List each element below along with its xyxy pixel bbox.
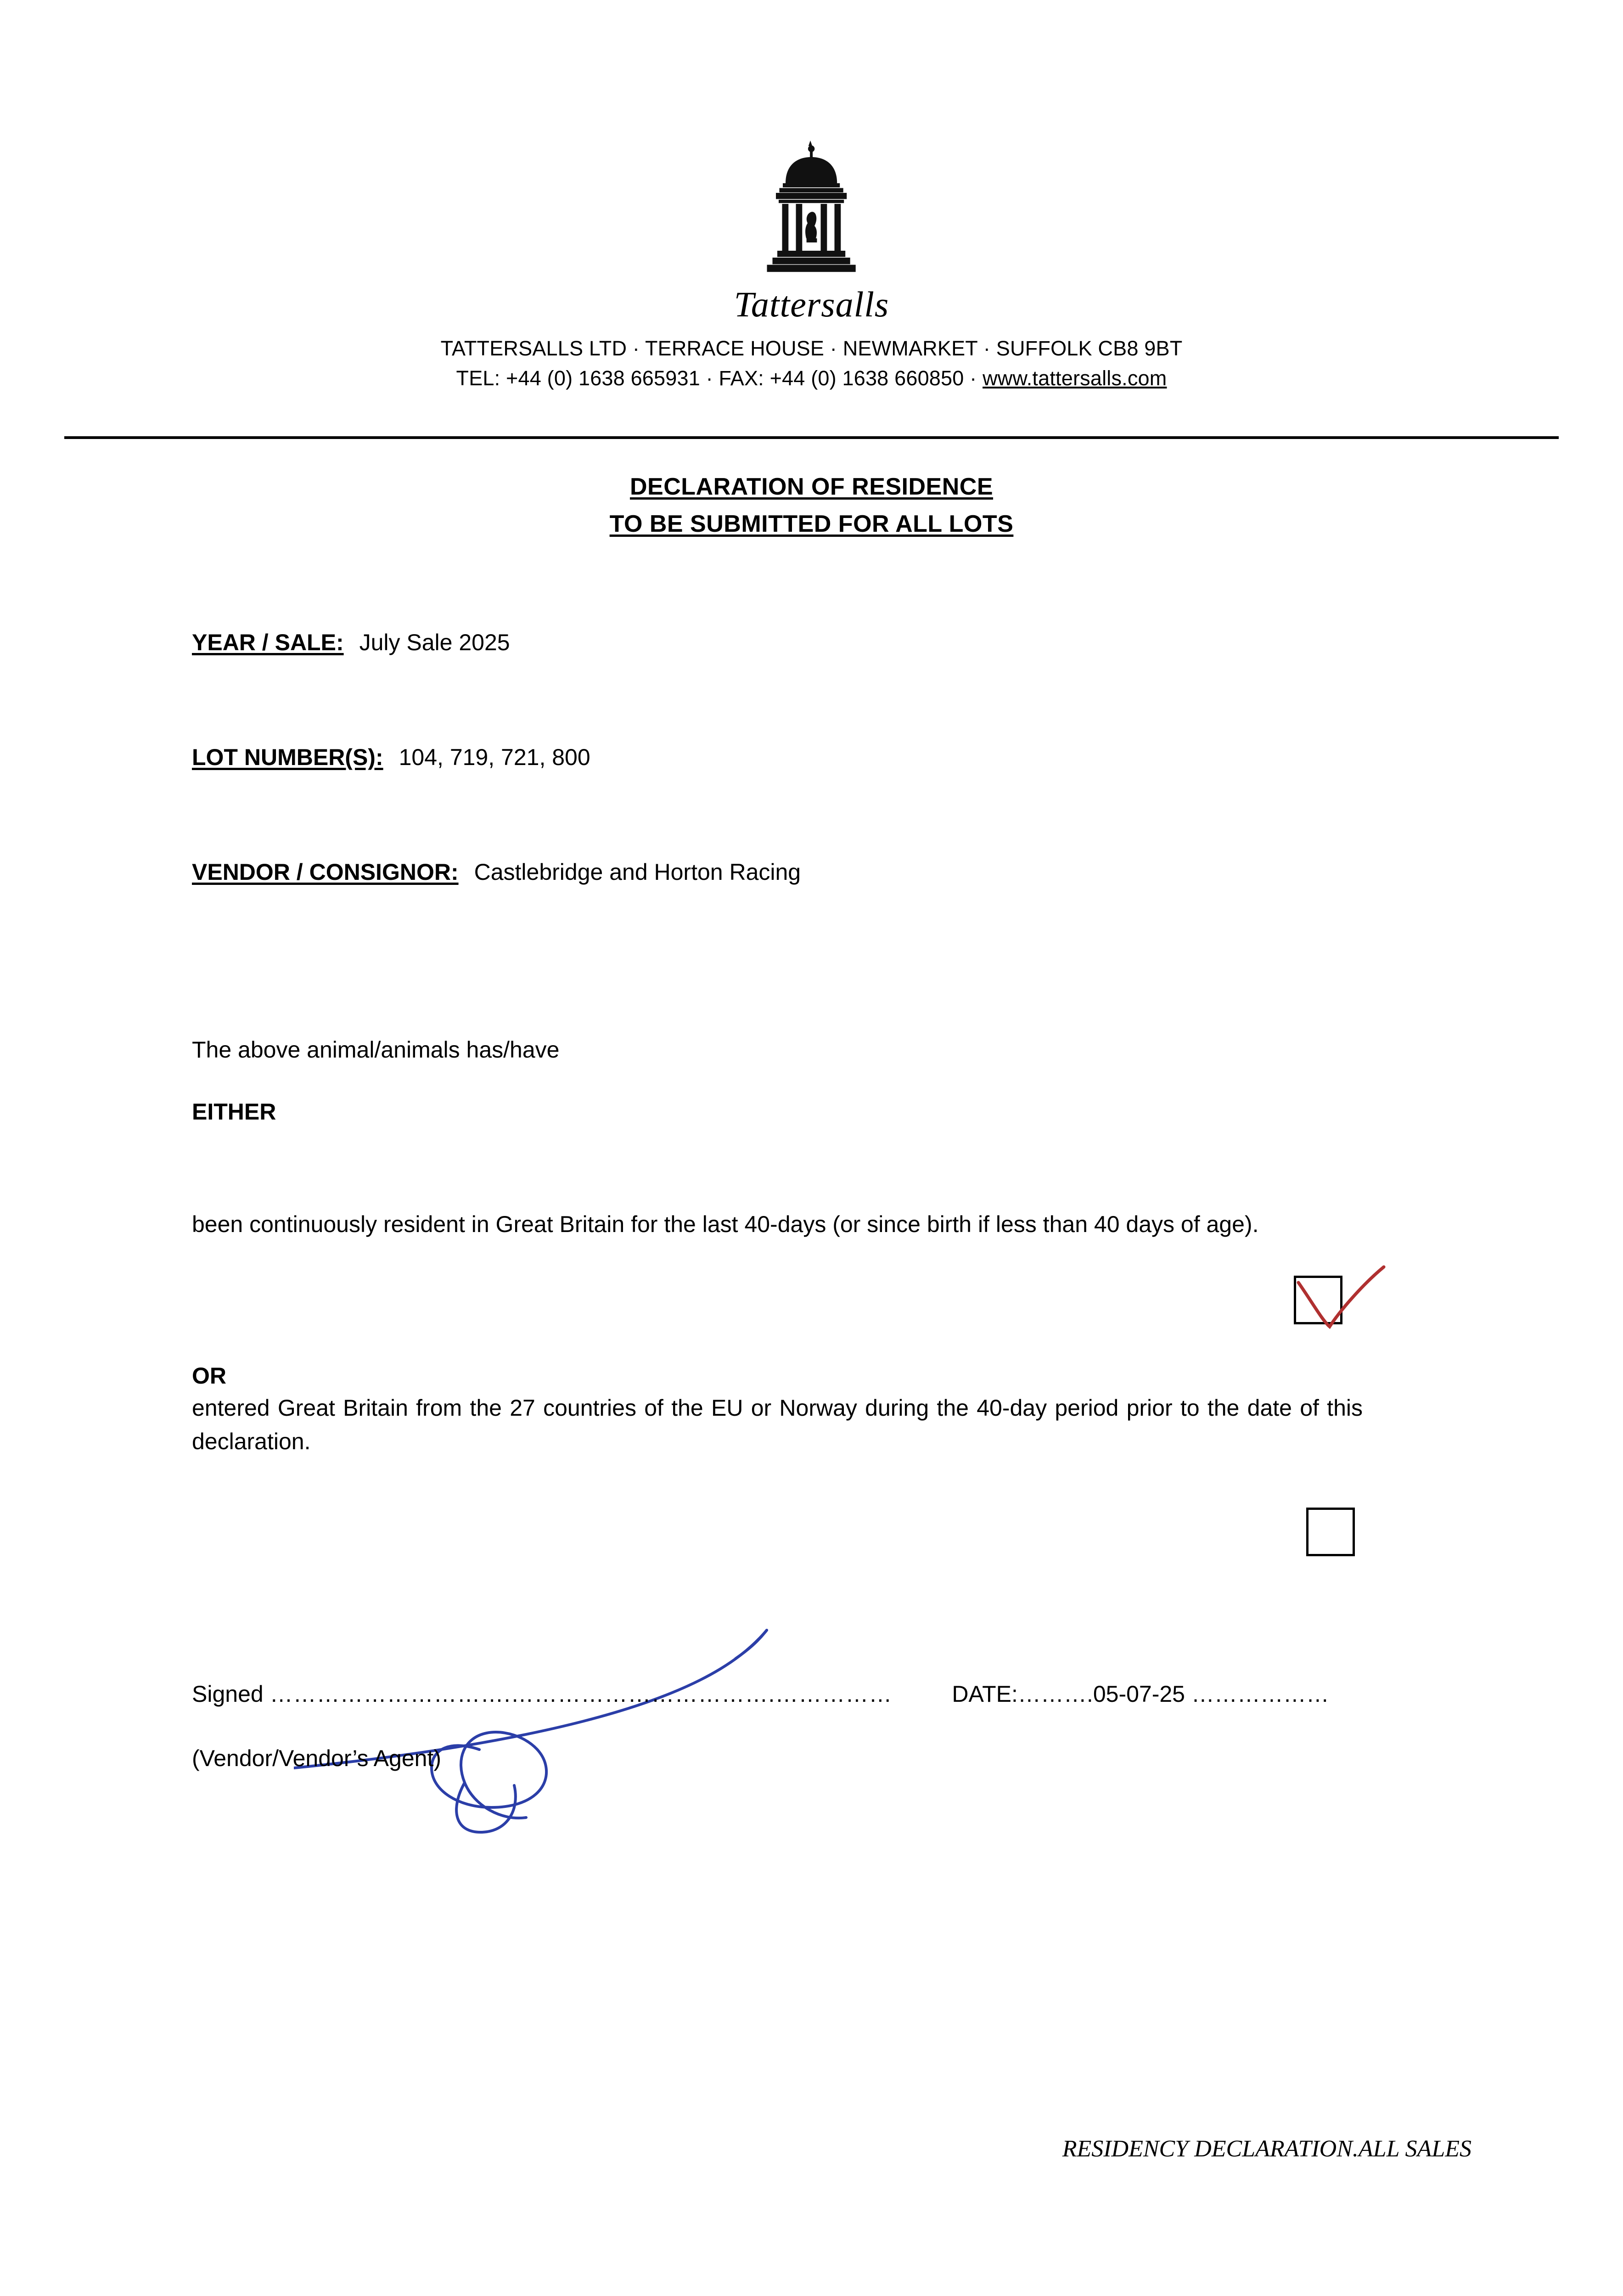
date-label: DATE: xyxy=(952,1681,1018,1707)
date-dots-after: ……………… xyxy=(1185,1681,1329,1707)
address-line: TATTERSALLS LTD · TERRACE HOUSE · NEWMARKET · SUFFOLK CB8 9BT xyxy=(440,337,1183,360)
or-paragraph: entered Great Britain from the 27 countries of the EU or Norway during the 40-day period prior to the date of this declaration. xyxy=(192,1395,1363,1454)
field-year-sale xyxy=(192,629,510,656)
intro-text: The above animal/animals has/have xyxy=(192,1037,560,1063)
title-text-1: DECLARATION OF RESIDENCE xyxy=(629,473,994,500)
lot-numbers-label: LOT NUMBER(S): xyxy=(192,744,383,770)
signature-row xyxy=(192,1681,1329,1707)
contact-line xyxy=(0,363,1623,393)
header-divider xyxy=(64,436,1559,439)
rotunda-icon xyxy=(736,138,887,289)
website-link[interactable]: www.tattersalls.com xyxy=(983,366,1167,390)
vendor-value[interactable]: Castlebridge and Horton Racing xyxy=(474,859,801,885)
title-line-2 xyxy=(0,506,1623,543)
signature-dots[interactable]: ………………………….…………………………….…………… xyxy=(270,1681,893,1707)
company-wordmark: Tattersalls xyxy=(734,284,889,324)
or-heading: OR xyxy=(192,1363,226,1389)
checkbox-or[interactable] xyxy=(1306,1508,1355,1556)
field-lot-numbers xyxy=(192,744,590,771)
lot-numbers-value[interactable]: 104, 719, 721, 800 xyxy=(399,744,590,770)
either-heading: EITHER xyxy=(192,1099,276,1125)
either-paragraph: been continuously resident in Great Britain for the last 40-days (or since birth if less than 40 days of age). xyxy=(192,1211,1259,1237)
signed-label: Signed xyxy=(192,1681,270,1707)
document-footer: RESIDENCY DECLARATION.ALL SALES xyxy=(1062,2136,1471,2162)
signature-sub-label: (Vendor/Vendor’s Agent) xyxy=(192,1745,441,1771)
checkbox-either[interactable] xyxy=(1294,1276,1342,1324)
title-text-2: TO BE SUBMITTED FOR ALL LOTS xyxy=(609,510,1014,537)
tattersalls-logo xyxy=(706,138,917,322)
year-sale-label: YEAR / SALE: xyxy=(192,630,344,655)
vendor-label: VENDOR / CONSIGNOR: xyxy=(192,859,459,885)
year-sale-value[interactable]: July Sale 2025 xyxy=(359,630,510,655)
document-title xyxy=(0,468,1623,542)
contact-prefix: TEL: +44 (0) 1638 665931 · FAX: +44 (0) 1638 660850 · xyxy=(456,366,983,390)
date-dots-before: ………. xyxy=(1017,1681,1093,1707)
date-value[interactable]: 05-07-25 xyxy=(1093,1681,1185,1707)
title-line-1 xyxy=(0,468,1623,506)
field-vendor-consignor xyxy=(192,859,801,885)
company-address xyxy=(0,333,1623,394)
document-header xyxy=(0,138,1623,394)
